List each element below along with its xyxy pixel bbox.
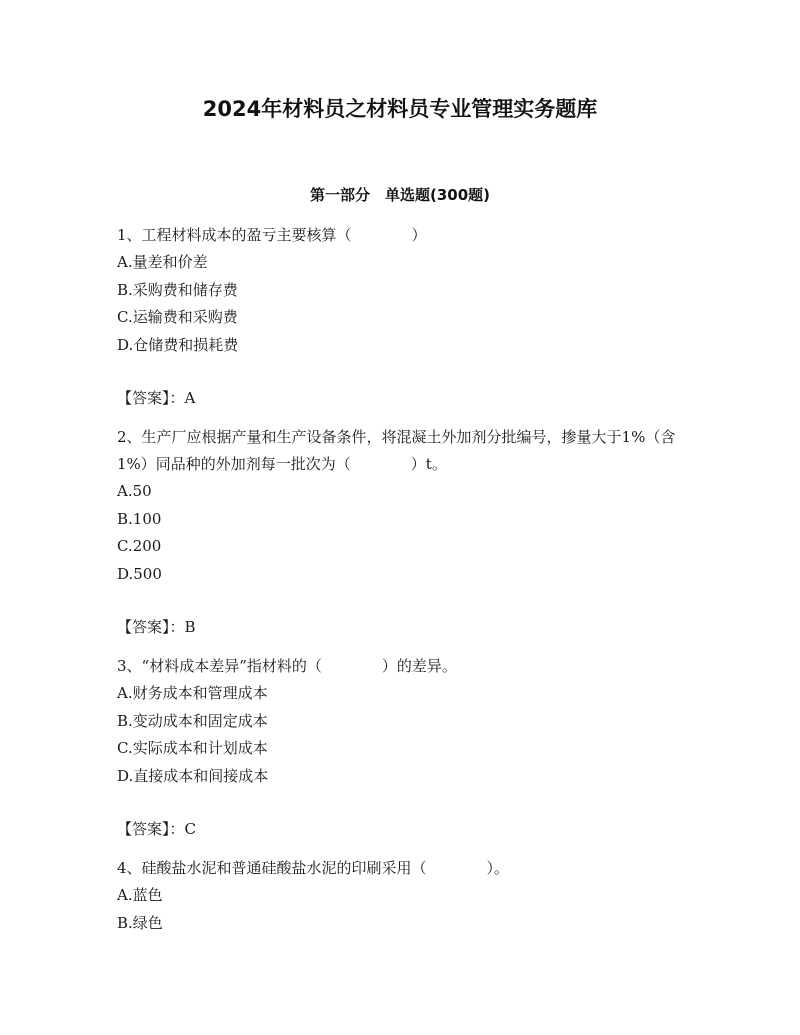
question-stem: 3、“材料成本差异”指材料的（ ）的差异。: [117, 657, 457, 675]
option-c: C.运输费和采购费: [117, 308, 238, 326]
answer-label: 【答案】：B: [117, 618, 196, 636]
option-a: A.50: [117, 482, 152, 500]
option-d: D.仓储费和损耗费: [117, 335, 239, 354]
option-b: B.采购费和储存费: [117, 280, 238, 299]
question-4: [117, 855, 687, 937]
document-title: 2024年材料员之材料员专业管理实务题库: [202, 97, 598, 121]
question-list: [117, 222, 687, 937]
option-a: A.量差和价差: [117, 253, 208, 271]
section-heading: 第一部分 单选题(300题): [309, 186, 491, 204]
question-stem: 2、生产厂应根据产量和生产设备条件，将混凝土外加剂分批编号，掺量大于1%（含1%）同品种的外加剂每一批次为（ ）t。: [117, 428, 676, 473]
option-a: A.财务成本和管理成本: [117, 684, 268, 702]
question-2: [117, 424, 687, 641]
option-b: B.变动成本和固定成本: [117, 711, 268, 730]
question-stem: 1、工程材料成本的盈亏主要核算（ ）: [117, 226, 427, 244]
option-c: C.200: [117, 537, 162, 555]
option-d: D.直接成本和间接成本: [117, 766, 269, 785]
option-a: A.蓝色: [117, 886, 163, 904]
option-c: C.实际成本和计划成本: [117, 739, 268, 757]
option-b: B.100: [117, 509, 162, 528]
answer-label: 【答案】：C: [117, 820, 196, 838]
question-3: [117, 653, 687, 843]
question-stem: 4、硅酸盐水泥和普通硅酸盐水泥的印刷采用（ ）。: [117, 859, 510, 877]
answer-label: 【答案】：A: [117, 389, 196, 407]
option-b: B.绿色: [117, 913, 163, 932]
option-d: D.500: [117, 564, 162, 583]
question-1: [117, 222, 687, 412]
